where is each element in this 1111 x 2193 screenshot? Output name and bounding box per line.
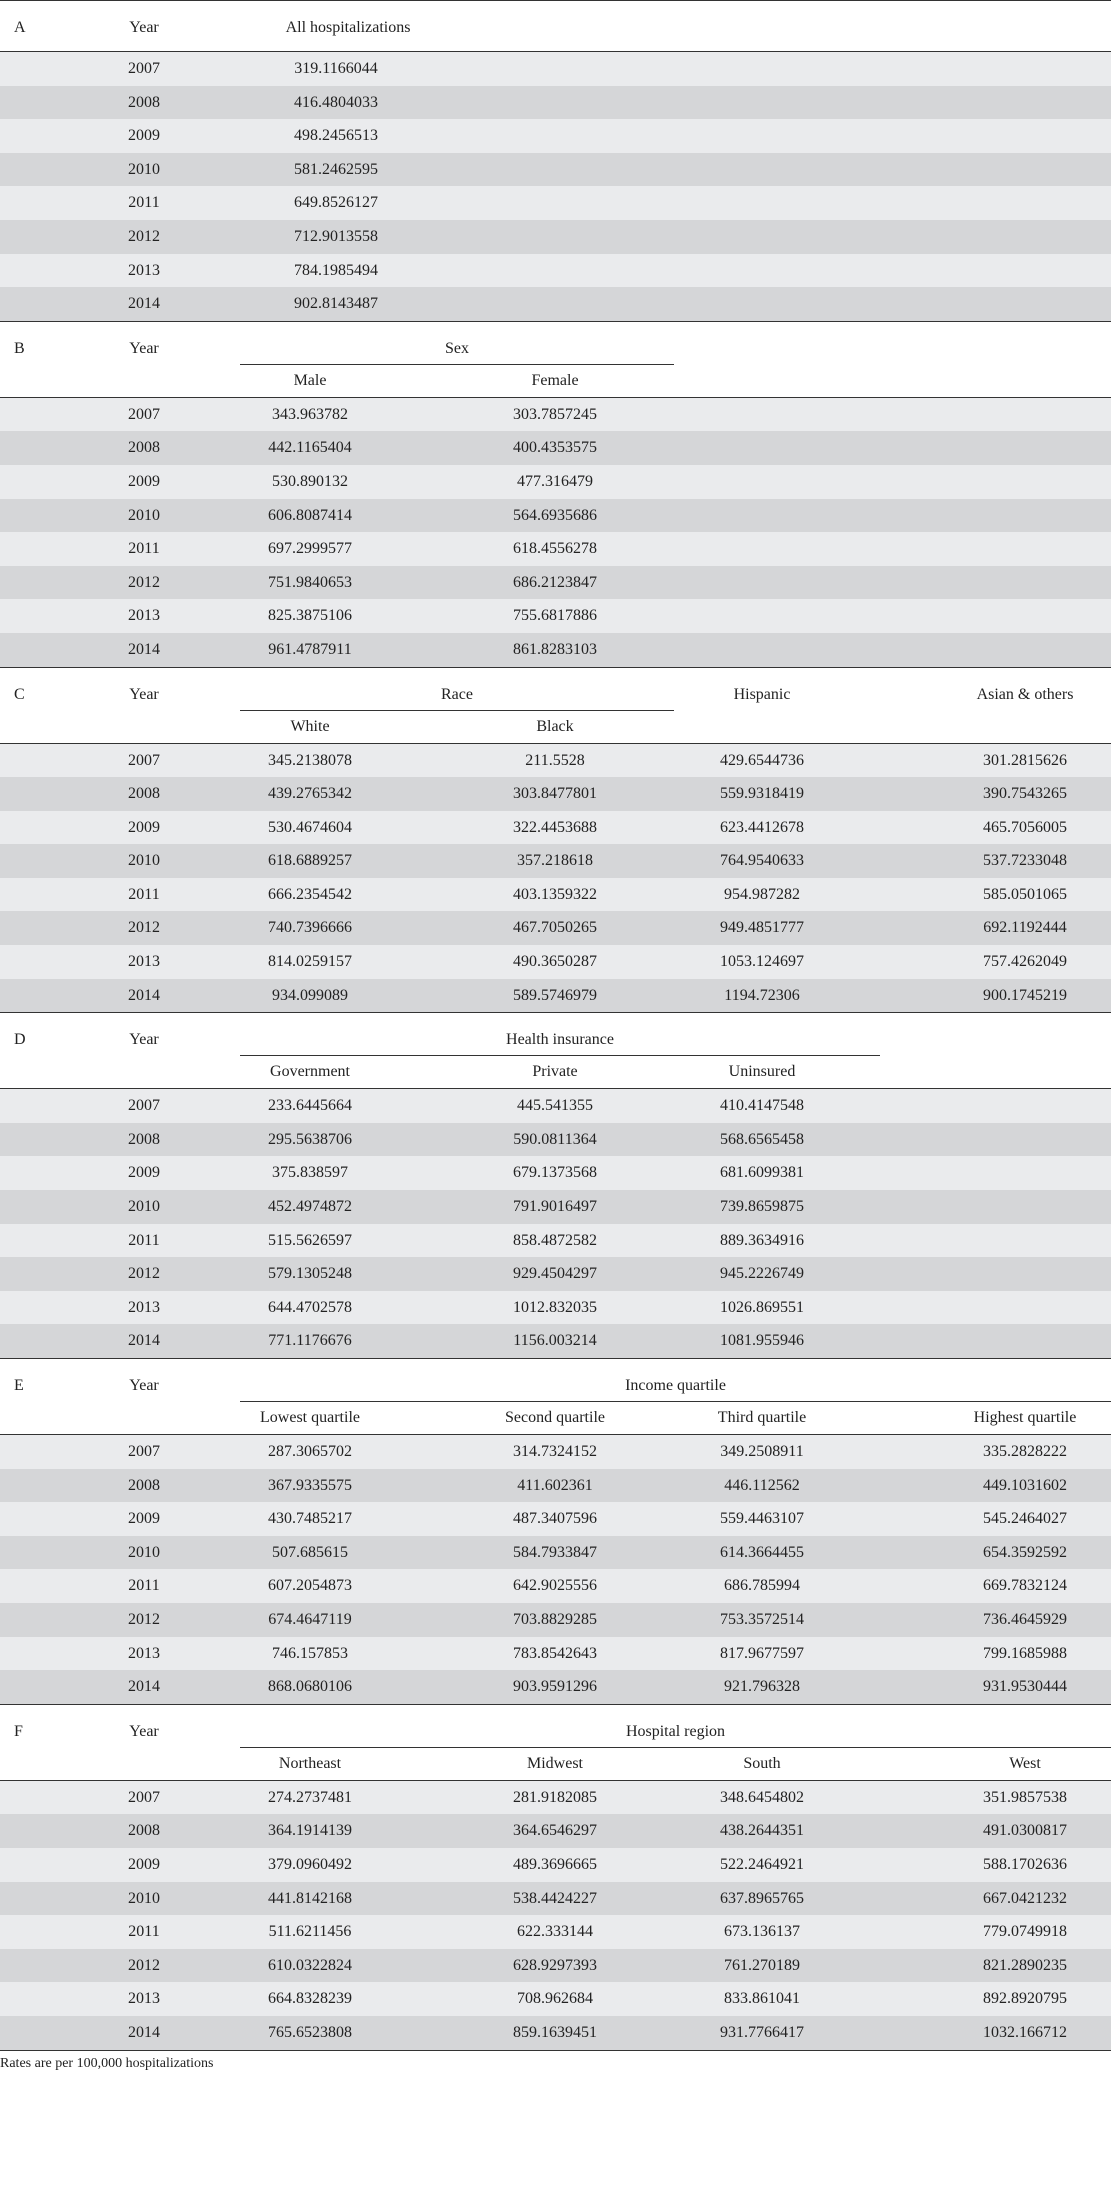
year-cell: 2013 <box>128 607 160 625</box>
year-cell: 2007 <box>128 1443 160 1460</box>
year-header: Year <box>129 19 159 36</box>
year-cell: 2010 <box>128 1198 160 1216</box>
value-cell: 771.1176676 <box>268 1332 352 1350</box>
table-row <box>0 1502 1111 1536</box>
value-cell: 642.9025556 <box>513 1577 597 1595</box>
column-header: Female <box>531 371 579 389</box>
table-row <box>0 1915 1111 1949</box>
value-cell: 667.0421232 <box>983 1889 1067 1907</box>
group-rule <box>240 710 674 711</box>
value-cell: 445.541355 <box>517 1097 593 1115</box>
table-row <box>0 979 1111 1013</box>
value-cell: 681.6099381 <box>720 1164 804 1182</box>
value-cell: 761.270189 <box>724 1956 800 1974</box>
value-cell: 581.2462595 <box>294 160 378 178</box>
year-cell: 2014 <box>128 1332 160 1350</box>
year-cell: 2009 <box>128 1164 160 1182</box>
value-cell: 784.1985494 <box>294 261 378 279</box>
group-rule <box>240 1401 1111 1402</box>
table-row <box>0 599 1111 633</box>
column-header: Second quartile <box>505 1409 605 1426</box>
year-cell: 2008 <box>128 439 160 457</box>
column-header: Lowest quartile <box>260 1409 360 1426</box>
year-cell: 2013 <box>128 953 160 971</box>
year-header: Year <box>129 1031 159 1049</box>
table-body <box>0 1088 1111 1358</box>
value-cell: 934.099089 <box>272 986 348 1004</box>
value-cell: 623.4412678 <box>720 818 804 836</box>
table-row <box>0 2016 1111 2050</box>
year-cell: 2007 <box>128 751 160 769</box>
value-cell: 364.1914139 <box>268 1822 352 1840</box>
value-cell: 585.0501065 <box>983 885 1067 903</box>
group-rule <box>240 1055 880 1056</box>
value-cell: 753.3572514 <box>720 1610 804 1628</box>
value-cell: 697.2999577 <box>268 540 352 558</box>
value-cell: 498.2456513 <box>294 127 378 145</box>
section-header <box>0 0 1111 51</box>
value-cell: 783.8542643 <box>513 1644 597 1662</box>
table-body <box>0 743 1111 1013</box>
table-row <box>0 186 1111 220</box>
value-cell: 538.4424227 <box>513 1889 597 1907</box>
year-cell: 2014 <box>128 1678 160 1696</box>
year-cell: 2014 <box>128 640 160 658</box>
value-cell: 568.6565458 <box>720 1130 804 1148</box>
section-a <box>0 0 1111 321</box>
value-cell: 858.4872582 <box>513 1231 597 1249</box>
year-cell: 2008 <box>128 1822 160 1840</box>
value-cell: 400.4353575 <box>513 439 597 457</box>
value-cell: 618.4556278 <box>513 540 597 558</box>
year-cell: 2007 <box>128 1097 160 1115</box>
year-cell: 2009 <box>128 472 160 490</box>
column-header: Highest quartile <box>973 1409 1077 1426</box>
table-row <box>0 86 1111 120</box>
value-cell: 614.3664455 <box>720 1543 804 1561</box>
table-row <box>0 153 1111 187</box>
table-row <box>0 1814 1111 1848</box>
section-label: F <box>14 1722 23 1740</box>
group-header: Race <box>441 685 473 703</box>
year-cell: 2011 <box>128 1577 160 1595</box>
value-cell: 314.7324152 <box>513 1443 597 1460</box>
year-header: Year <box>129 685 159 703</box>
value-cell: 673.136137 <box>724 1923 800 1941</box>
group-header: Health insurance <box>506 1031 614 1049</box>
table-row <box>0 844 1111 878</box>
value-cell: 588.1702636 <box>983 1855 1067 1873</box>
value-cell: 335.2828222 <box>983 1443 1067 1460</box>
table-row <box>0 1324 1111 1358</box>
value-cell: 442.1165404 <box>268 439 352 457</box>
value-cell: 211.5528 <box>525 751 585 769</box>
value-cell: 438.2644351 <box>720 1822 804 1840</box>
value-cell: 530.4674604 <box>268 818 352 836</box>
value-cell: 764.9540633 <box>720 852 804 870</box>
year-cell: 2010 <box>128 1543 160 1561</box>
table-row <box>0 254 1111 288</box>
table-row <box>0 52 1111 86</box>
year-cell: 2007 <box>128 1788 160 1806</box>
value-cell: 751.9840653 <box>268 573 352 591</box>
value-cell: 379.0960492 <box>268 1855 352 1873</box>
value-cell: 1032.166712 <box>983 2023 1067 2041</box>
section-label: E <box>14 1377 24 1394</box>
year-cell: 2012 <box>128 227 160 245</box>
value-cell: 931.9530444 <box>983 1678 1067 1696</box>
year-cell: 2009 <box>128 818 160 836</box>
value-cell: 814.0259157 <box>268 953 352 971</box>
column-header: Northeast <box>278 1754 342 1772</box>
value-cell: 606.8087414 <box>268 506 352 524</box>
value-cell: 477.316479 <box>517 472 593 490</box>
value-cell: 900.1745219 <box>983 986 1067 1004</box>
table-row <box>0 1156 1111 1190</box>
year-header: Year <box>129 1722 159 1740</box>
table-body <box>0 51 1111 321</box>
value-cell: 618.6889257 <box>268 852 352 870</box>
column-header: South <box>743 1754 781 1772</box>
value-cell: 364.6546297 <box>513 1822 597 1840</box>
value-cell: 322.4453688 <box>513 818 597 836</box>
value-cell: 301.2815626 <box>983 751 1067 769</box>
table-body <box>0 1434 1111 1704</box>
value-cell: 903.9591296 <box>513 1678 597 1696</box>
table-row <box>0 744 1111 778</box>
value-cell: 303.7857245 <box>513 405 597 423</box>
table-row <box>0 878 1111 912</box>
table-row <box>0 1536 1111 1570</box>
value-cell: 821.2890235 <box>983 1956 1067 1974</box>
table-row <box>0 1603 1111 1637</box>
year-cell: 2011 <box>128 194 160 212</box>
value-cell: 515.5626597 <box>268 1231 352 1249</box>
value-cell: 739.8659875 <box>720 1198 804 1216</box>
value-cell: 487.3407596 <box>513 1510 597 1528</box>
value-cell: 736.4645929 <box>983 1610 1067 1628</box>
value-cell: 319.1166044 <box>294 60 378 77</box>
table-row <box>0 945 1111 979</box>
value-cell: 746.157853 <box>272 1644 348 1662</box>
group-header: Income quartile <box>625 1377 726 1394</box>
value-cell: 274.2737481 <box>268 1788 352 1806</box>
table-row <box>0 1848 1111 1882</box>
section-header <box>0 667 1111 743</box>
value-cell: 674.4647119 <box>268 1610 352 1628</box>
value-cell: 929.4504297 <box>513 1265 597 1283</box>
value-cell: 590.0811364 <box>513 1130 597 1148</box>
table-row <box>0 1949 1111 1983</box>
column-header: Midwest <box>527 1754 583 1772</box>
table-row <box>0 566 1111 600</box>
value-cell: 649.8526127 <box>294 194 378 212</box>
column-header: Uninsured <box>728 1063 796 1081</box>
table-row <box>0 465 1111 499</box>
year-cell: 2010 <box>128 852 160 870</box>
value-cell: 357.218618 <box>517 852 593 870</box>
value-cell: 345.2138078 <box>268 751 352 769</box>
value-cell: 708.962684 <box>517 1990 593 2008</box>
value-cell: 530.890132 <box>272 472 348 490</box>
section-header <box>0 1012 1111 1088</box>
section-e <box>0 1358 1111 1704</box>
value-cell: 390.7543265 <box>983 785 1067 803</box>
section-label: D <box>14 1031 26 1049</box>
value-cell: 825.3875106 <box>268 607 352 625</box>
section-d <box>0 1012 1111 1358</box>
value-cell: 859.1639451 <box>513 2023 597 2041</box>
value-cell: 303.8477801 <box>513 785 597 803</box>
value-cell: 452.4974872 <box>268 1198 352 1216</box>
year-cell: 2007 <box>128 60 160 77</box>
value-cell: 679.1373568 <box>513 1164 597 1182</box>
value-cell: 511.6211456 <box>268 1923 352 1941</box>
year-cell: 2009 <box>128 127 160 145</box>
value-cell: 403.1359322 <box>513 885 597 903</box>
year-cell: 2011 <box>128 540 160 558</box>
table-row <box>0 1435 1111 1469</box>
table-row <box>0 398 1111 432</box>
year-cell: 2008 <box>128 785 160 803</box>
value-cell: 610.0322824 <box>268 1956 352 1974</box>
year-cell: 2012 <box>128 919 160 937</box>
value-cell: 233.6445664 <box>268 1097 352 1115</box>
value-cell: 799.1685988 <box>983 1644 1067 1662</box>
value-cell: 607.2054873 <box>268 1577 352 1595</box>
year-cell: 2013 <box>128 1298 160 1316</box>
year-cell: 2011 <box>128 885 160 903</box>
value-cell: 564.6935686 <box>513 506 597 524</box>
value-cell: 1156.003214 <box>513 1332 597 1350</box>
table-row <box>0 499 1111 533</box>
year-cell: 2014 <box>128 2023 160 2041</box>
column-header: West <box>1009 1754 1041 1772</box>
value-cell: 349.2508911 <box>720 1443 804 1460</box>
column-header: Male <box>293 371 327 389</box>
year-header: Year <box>129 339 159 357</box>
value-cell: 622.333144 <box>517 1923 593 1941</box>
year-cell: 2009 <box>128 1510 160 1528</box>
table-body <box>0 1780 1111 2050</box>
value-cell: 1012.832035 <box>513 1298 597 1316</box>
group-rule <box>240 1747 1111 1748</box>
value-cell: 545.2464027 <box>983 1510 1067 1528</box>
table-row <box>0 777 1111 811</box>
value-cell: 589.5746979 <box>513 986 597 1004</box>
table-row <box>0 1257 1111 1291</box>
value-cell: 664.8328239 <box>268 1990 352 2008</box>
value-cell: 1053.124697 <box>720 953 804 971</box>
value-cell: 712.9013558 <box>294 227 378 245</box>
value-cell: 416.4804033 <box>294 93 378 111</box>
value-cell: 1081.955946 <box>720 1332 804 1350</box>
value-cell: 467.7050265 <box>513 919 597 937</box>
value-cell: 833.861041 <box>724 1990 800 2008</box>
value-cell: 537.7233048 <box>983 852 1067 870</box>
value-cell: 945.2226749 <box>720 1265 804 1283</box>
value-cell: 507.685615 <box>272 1543 348 1561</box>
value-cell: 579.1305248 <box>268 1265 352 1283</box>
value-cell: 375.838597 <box>272 1164 348 1182</box>
section-label: C <box>14 685 25 703</box>
year-cell: 2011 <box>128 1923 160 1941</box>
value-cell: 637.8965765 <box>720 1889 804 1907</box>
value-cell: 559.9318419 <box>720 785 804 803</box>
column-header: Private <box>532 1063 578 1081</box>
column-header: All hospitalizations <box>285 19 411 36</box>
value-cell: 902.8143487 <box>294 295 378 313</box>
value-cell: 491.0300817 <box>983 1822 1067 1840</box>
value-cell: 921.796328 <box>724 1678 800 1696</box>
table-row <box>0 1882 1111 1916</box>
table-body <box>0 397 1111 667</box>
value-cell: 791.9016497 <box>513 1198 597 1216</box>
value-cell: 669.7832124 <box>983 1577 1067 1595</box>
value-cell: 465.7056005 <box>983 818 1067 836</box>
section-header <box>0 321 1111 397</box>
section-header <box>0 1704 1111 1780</box>
year-cell: 2013 <box>128 261 160 279</box>
value-cell: 410.4147548 <box>720 1097 804 1115</box>
year-cell: 2011 <box>128 1231 160 1249</box>
table-row <box>0 1123 1111 1157</box>
year-cell: 2008 <box>128 93 160 111</box>
table-row <box>0 431 1111 465</box>
value-cell: 654.3592592 <box>983 1543 1067 1561</box>
year-cell: 2013 <box>128 1990 160 2008</box>
group-rule <box>240 364 674 365</box>
value-cell: 931.7766417 <box>720 2023 804 2041</box>
table-row <box>0 220 1111 254</box>
column-header: Government <box>270 1063 350 1081</box>
year-cell: 2010 <box>128 1889 160 1907</box>
section-c <box>0 667 1111 1013</box>
value-cell: 287.3065702 <box>268 1443 352 1460</box>
value-cell: 449.1031602 <box>983 1476 1067 1494</box>
value-cell: 411.602361 <box>517 1476 593 1494</box>
table-row <box>0 1469 1111 1503</box>
column-header: White <box>290 717 330 735</box>
year-cell: 2009 <box>128 1855 160 1873</box>
value-cell: 755.6817886 <box>513 607 597 625</box>
year-cell: 2014 <box>128 295 160 313</box>
year-cell: 2013 <box>128 1644 160 1662</box>
table-row <box>0 911 1111 945</box>
table-row <box>0 287 1111 321</box>
year-cell: 2014 <box>128 986 160 1004</box>
column-header: Black <box>536 717 574 735</box>
value-cell: 430.7485217 <box>268 1510 352 1528</box>
table-row <box>0 633 1111 667</box>
value-cell: 692.1192444 <box>983 919 1067 937</box>
value-cell: 868.0680106 <box>268 1678 352 1696</box>
value-cell: 628.9297393 <box>513 1956 597 1974</box>
value-cell: 584.7933847 <box>513 1543 597 1561</box>
value-cell: 1194.72306 <box>724 986 800 1004</box>
value-cell: 889.3634916 <box>720 1231 804 1249</box>
table-row <box>0 1670 1111 1704</box>
section-label: B <box>14 339 25 357</box>
value-cell: 489.3696665 <box>513 1855 597 1873</box>
table-row <box>0 1291 1111 1325</box>
year-cell: 2008 <box>128 1476 160 1494</box>
value-cell: 429.6544736 <box>720 751 804 769</box>
value-cell: 559.4463107 <box>720 1510 804 1528</box>
value-cell: 644.4702578 <box>268 1298 352 1316</box>
value-cell: 439.2765342 <box>268 785 352 803</box>
table-row <box>0 1982 1111 2016</box>
value-cell: 446.112562 <box>724 1476 800 1494</box>
year-cell: 2012 <box>128 1956 160 1974</box>
value-cell: 348.6454802 <box>720 1788 804 1806</box>
value-cell: 666.2354542 <box>268 885 352 903</box>
column-header: Hispanic <box>733 685 791 703</box>
value-cell: 1026.869551 <box>720 1298 804 1316</box>
year-cell: 2010 <box>128 160 160 178</box>
value-cell: 295.5638706 <box>268 1130 352 1148</box>
value-cell: 892.8920795 <box>983 1990 1067 2008</box>
group-header: Sex <box>445 339 469 357</box>
value-cell: 686.2123847 <box>513 573 597 591</box>
year-cell: 2012 <box>128 573 160 591</box>
table-row <box>0 811 1111 845</box>
table-row <box>0 532 1111 566</box>
value-cell: 779.0749918 <box>983 1923 1067 1941</box>
section-b <box>0 321 1111 667</box>
value-cell: 343.963782 <box>272 405 348 423</box>
table-row <box>0 1637 1111 1671</box>
section-header <box>0 1358 1111 1434</box>
value-cell: 281.9182085 <box>513 1788 597 1806</box>
value-cell: 441.8142168 <box>268 1889 352 1907</box>
value-cell: 961.4787911 <box>268 640 352 658</box>
footnote: Rates are per 100,000 hospitalizations <box>0 2055 214 2071</box>
table-row <box>0 1781 1111 1815</box>
group-header: Hospital region <box>625 1722 726 1740</box>
value-cell: 861.8283103 <box>513 640 597 658</box>
table-row <box>0 1224 1111 1258</box>
year-cell: 2010 <box>128 506 160 524</box>
year-header: Year <box>129 1377 159 1394</box>
year-cell: 2012 <box>128 1610 160 1628</box>
table-row <box>0 1089 1111 1123</box>
value-cell: 765.6523808 <box>268 2023 352 2041</box>
column-header: Asian & others <box>976 685 1074 703</box>
value-cell: 490.3650287 <box>513 953 597 971</box>
value-cell: 949.4851777 <box>720 919 804 937</box>
value-cell: 757.4262049 <box>983 953 1067 971</box>
value-cell: 740.7396666 <box>268 919 352 937</box>
table-row <box>0 119 1111 153</box>
value-cell: 817.9677597 <box>720 1644 804 1662</box>
column-header: Third quartile <box>717 1409 807 1426</box>
value-cell: 522.2464921 <box>720 1855 804 1873</box>
table-row <box>0 1190 1111 1224</box>
section-label: A <box>14 19 26 36</box>
value-cell: 351.9857538 <box>983 1788 1067 1806</box>
value-cell: 954.987282 <box>724 885 800 903</box>
table-row <box>0 1569 1111 1603</box>
value-cell: 703.8829285 <box>513 1610 597 1628</box>
value-cell: 367.9335575 <box>268 1476 352 1494</box>
section-f <box>0 1704 1111 2050</box>
year-cell: 2007 <box>128 405 160 423</box>
year-cell: 2012 <box>128 1265 160 1283</box>
year-cell: 2008 <box>128 1130 160 1148</box>
value-cell: 686.785994 <box>724 1577 800 1595</box>
